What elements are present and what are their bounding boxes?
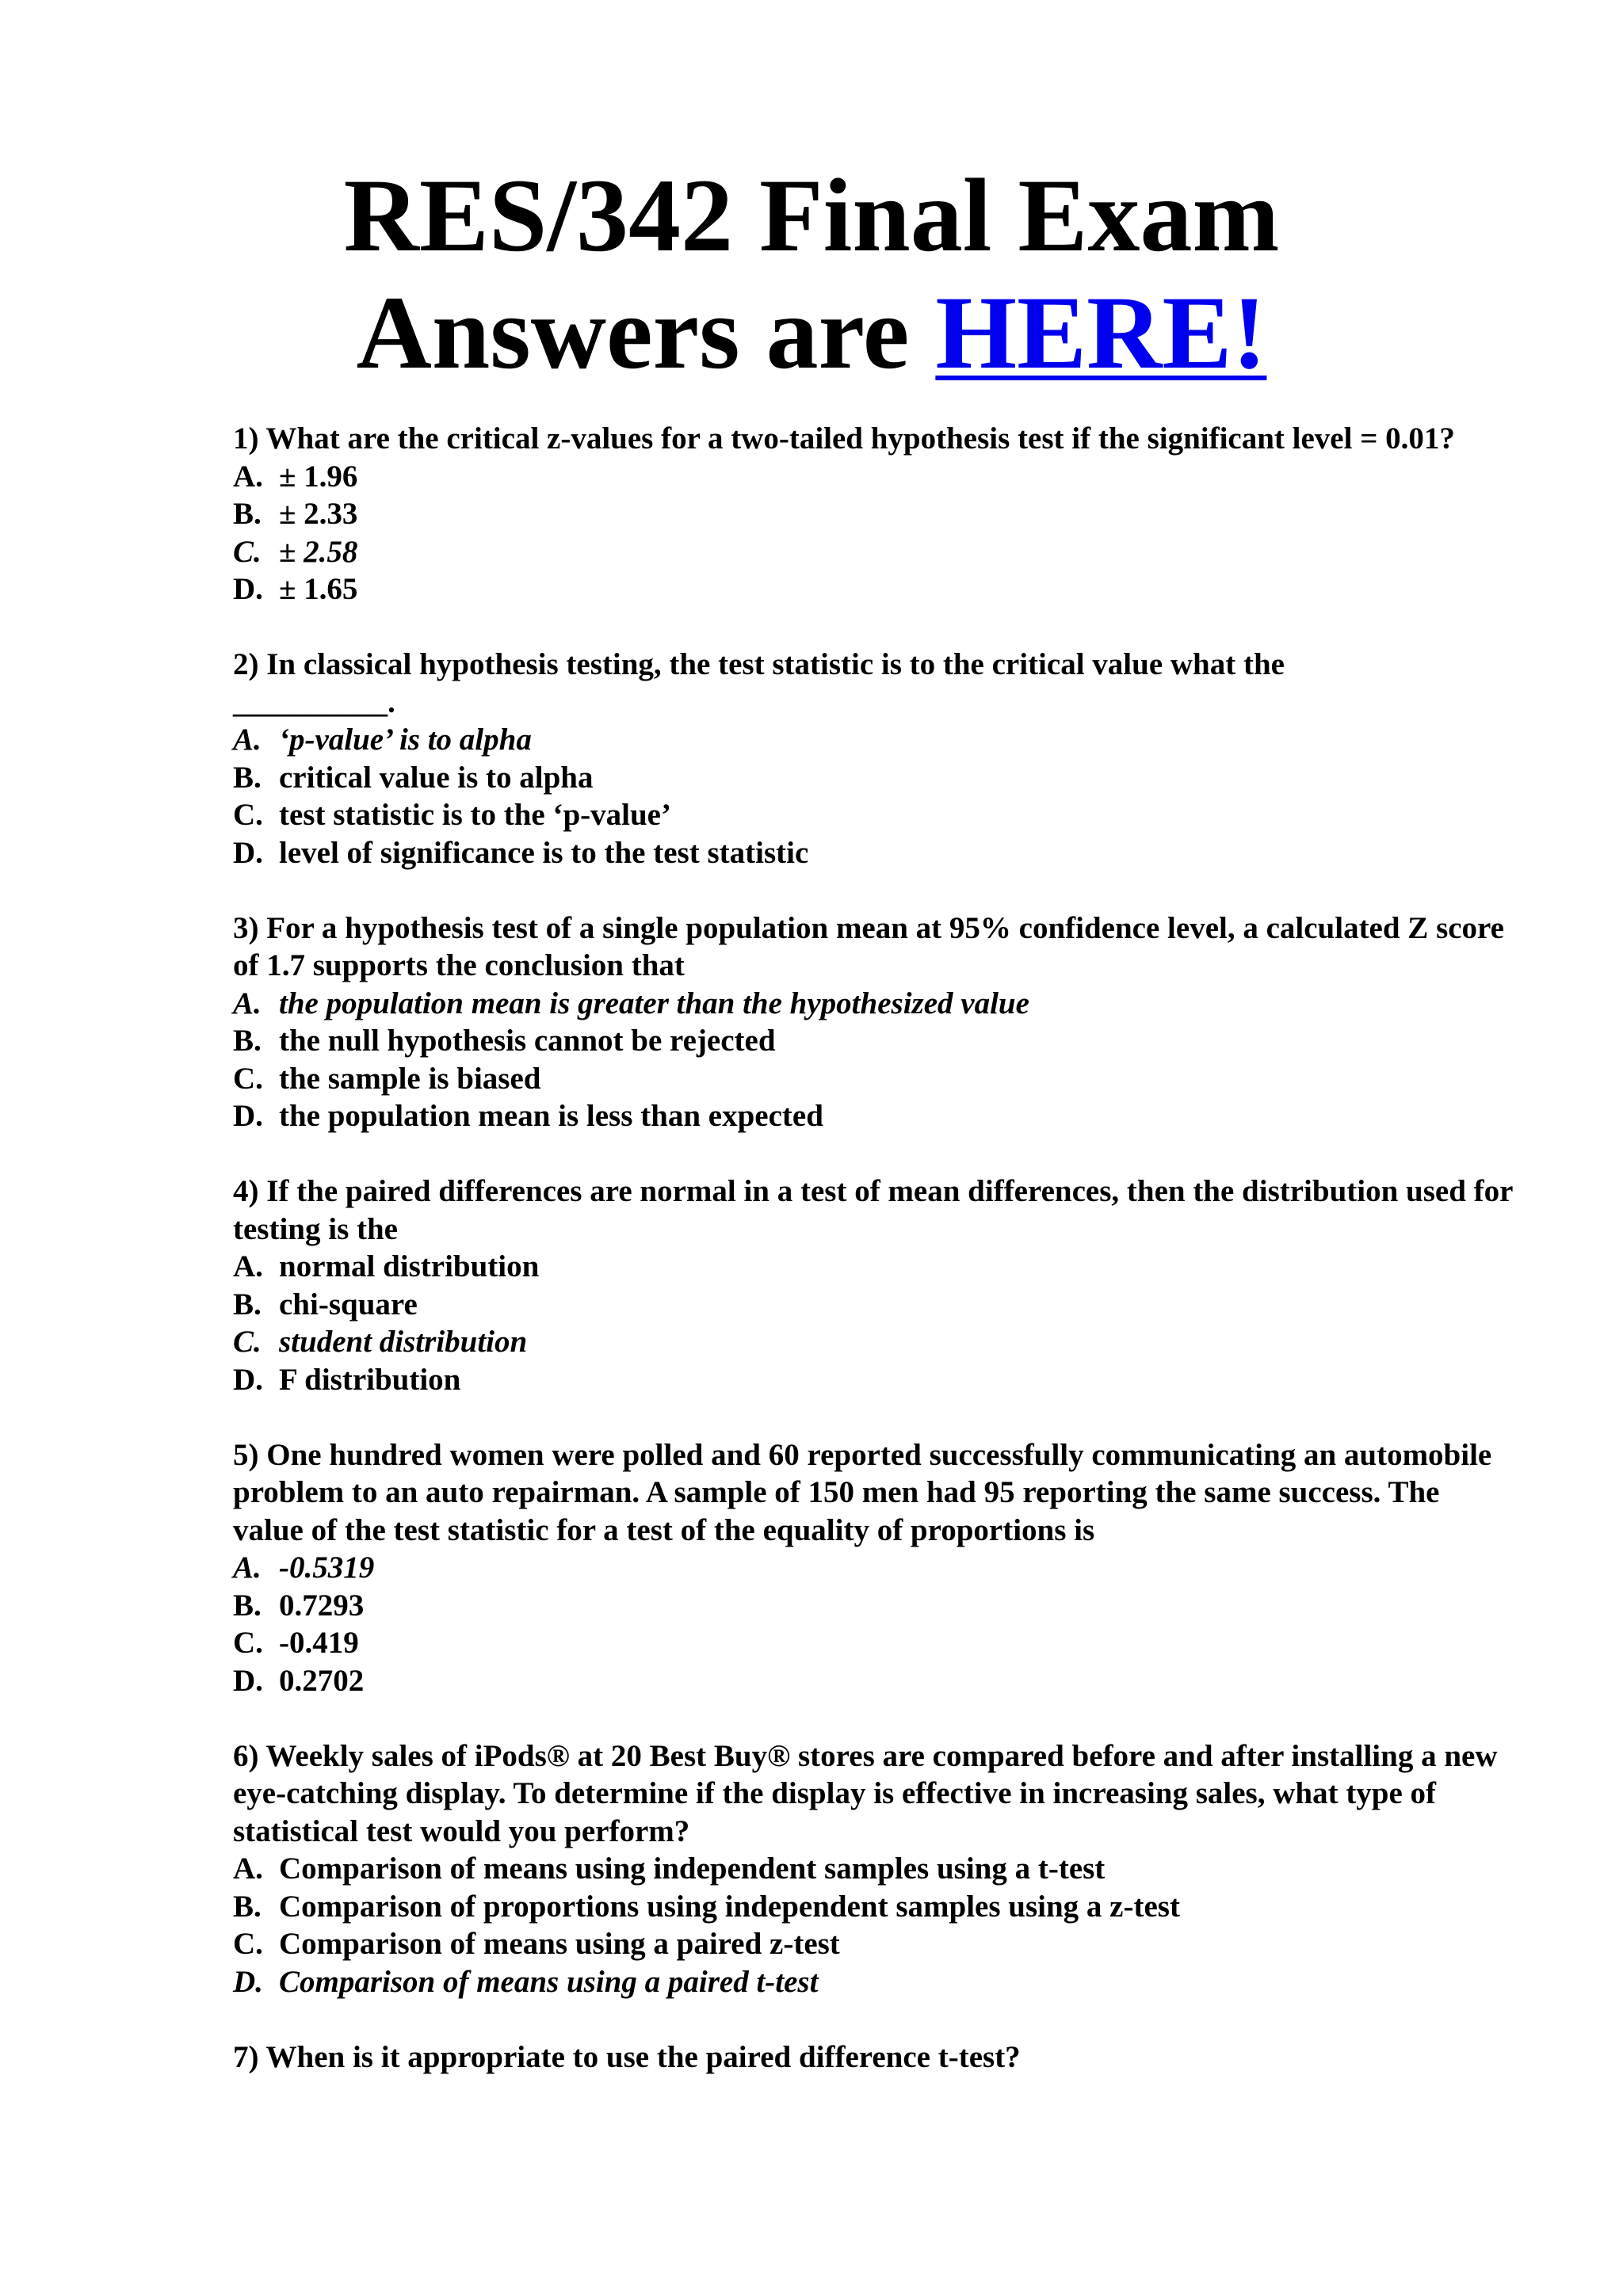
page-title-text: RES/342 Final Exam bbox=[343, 157, 1280, 273]
question-blank: __________. bbox=[233, 685, 395, 719]
answer-option-d bbox=[233, 834, 1517, 872]
page-title-line-1 bbox=[0, 152, 1623, 279]
question-5 bbox=[233, 1436, 1517, 1700]
answer-option-c bbox=[233, 1925, 1517, 1963]
page-title-line-2 bbox=[0, 269, 1623, 396]
option-letter: A. bbox=[233, 459, 263, 494]
question-text: 2) In classical hypothesis testing, the test statistic is to the critical value what the bbox=[233, 647, 1285, 681]
option-text: F distribution bbox=[279, 1362, 461, 1397]
answer-option-b bbox=[233, 759, 1517, 797]
option-letter: D. bbox=[233, 1099, 263, 1133]
option-letter: D. bbox=[233, 1663, 263, 1698]
answer-option-a bbox=[233, 1549, 1517, 1587]
question-7 bbox=[233, 2039, 1517, 2077]
option-letter: D. bbox=[233, 1362, 263, 1397]
option-text: level of significance is to the test statistic bbox=[279, 835, 809, 870]
option-text: ± 2.33 bbox=[279, 497, 358, 531]
option-text: -0.5319 bbox=[279, 1550, 375, 1585]
answer-option-b bbox=[233, 1022, 1517, 1060]
option-letter: B. bbox=[233, 1889, 262, 1924]
answer-option-d bbox=[233, 570, 1517, 608]
option-letter: A. bbox=[233, 1852, 263, 1886]
question-6 bbox=[233, 1737, 1517, 2001]
option-text: Comparison of means using a paired t-test bbox=[279, 1964, 819, 1999]
question-text: 1) What are the critical z-values for a two-tailed hypothesis test if the significant level = 0.01? bbox=[233, 421, 1455, 456]
option-letter: B. bbox=[233, 497, 262, 531]
question-text: 4) If the paired differences are normal in a test of mean differences, then the distribution used for testing is the bbox=[233, 1174, 1513, 1246]
question-1 bbox=[233, 420, 1517, 608]
option-text: Comparison of means using a paired z-test bbox=[279, 1927, 840, 1961]
option-text: ± 2.58 bbox=[279, 534, 358, 569]
answer-option-b bbox=[233, 1888, 1517, 1926]
option-text: student distribution bbox=[279, 1325, 528, 1359]
answer-option-c bbox=[233, 1060, 1517, 1098]
option-text: Comparison of proportions using independent samples using a z-test bbox=[279, 1889, 1180, 1924]
option-letter: B. bbox=[233, 760, 262, 795]
question-2 bbox=[233, 646, 1517, 871]
option-text: normal distribution bbox=[279, 1249, 540, 1283]
option-text: the null hypothesis cannot be rejected bbox=[279, 1024, 776, 1058]
option-text: the population mean is greater than the hypothesized value bbox=[279, 986, 1029, 1020]
answer-option-a bbox=[233, 458, 1517, 496]
option-letter: A. bbox=[233, 723, 262, 757]
answer-option-a bbox=[233, 1850, 1517, 1888]
answer-option-a bbox=[233, 985, 1517, 1023]
option-text: the population mean is less than expected bbox=[279, 1099, 823, 1133]
option-letter: B. bbox=[233, 1588, 262, 1623]
here-link[interactable]: HERE! bbox=[935, 274, 1267, 391]
option-text: -0.419 bbox=[279, 1626, 359, 1660]
answer-option-c bbox=[233, 1323, 1517, 1361]
question-text: 6) Weekly sales of iPods® at 20 Best Buy® stores are compared before and after installing a new eye-catching display. To determine if the display is effective in increasing sales, what type of statistical test would you perform? bbox=[233, 1738, 1498, 1848]
option-letter: B. bbox=[233, 1024, 262, 1058]
answer-option-d bbox=[233, 1662, 1517, 1700]
option-letter: C. bbox=[233, 1061, 263, 1096]
answer-option-c bbox=[233, 1624, 1517, 1662]
option-text: 0.7293 bbox=[279, 1588, 365, 1623]
option-letter: C. bbox=[233, 1626, 263, 1660]
answer-option-c bbox=[233, 796, 1517, 834]
answer-option-b bbox=[233, 1587, 1517, 1625]
option-letter: C. bbox=[233, 534, 262, 569]
option-letter: D. bbox=[233, 1964, 263, 1999]
option-text: ± 1.96 bbox=[279, 459, 358, 494]
option-text: chi-square bbox=[279, 1287, 418, 1322]
answer-option-b bbox=[233, 495, 1517, 533]
option-letter: C. bbox=[233, 798, 263, 832]
option-letter: C. bbox=[233, 1927, 263, 1961]
option-letter: A. bbox=[233, 1249, 263, 1283]
option-letter: C. bbox=[233, 1325, 262, 1359]
option-text: 0.2702 bbox=[279, 1663, 365, 1698]
question-list bbox=[233, 420, 1517, 2114]
answer-option-c bbox=[233, 533, 1517, 571]
option-text: the sample is biased bbox=[279, 1061, 541, 1096]
option-text: test statistic is to the ‘p-value’ bbox=[279, 798, 671, 832]
option-text: ± 1.65 bbox=[279, 572, 358, 606]
option-letter: A. bbox=[233, 986, 262, 1020]
option-text: ‘p-value’ is to alpha bbox=[279, 723, 532, 757]
option-letter: A. bbox=[233, 1550, 262, 1585]
option-letter: D. bbox=[233, 835, 263, 870]
page-title-prefix: Answers are bbox=[356, 274, 936, 391]
question-text: 7) When is it appropriate to use the paired difference t-test? bbox=[233, 2039, 1021, 2074]
question-text: 3) For a hypothesis test of a single population mean at 95% confidence level, a calculated Z score of 1.7 supports the conclusion that bbox=[233, 910, 1504, 982]
answer-option-d bbox=[233, 1097, 1517, 1135]
option-text: critical value is to alpha bbox=[279, 760, 594, 795]
question-text: 5) One hundred women were polled and 60 reported successfully communicating an automobile problem to an auto repairman. A sample of 150 men had 95 reporting the same success. The value of the test statistic for a test of the equality of proportions is bbox=[233, 1437, 1492, 1547]
option-letter: B. bbox=[233, 1287, 262, 1322]
answer-option-a bbox=[233, 1248, 1517, 1286]
option-text: Comparison of means using independent samples using a t-test bbox=[279, 1852, 1106, 1886]
option-letter: D. bbox=[233, 572, 263, 606]
answer-option-a bbox=[233, 721, 1517, 759]
answer-option-d bbox=[233, 1361, 1517, 1399]
answer-option-b bbox=[233, 1286, 1517, 1324]
question-3 bbox=[233, 910, 1517, 1135]
question-4 bbox=[233, 1173, 1517, 1398]
answer-option-d bbox=[233, 1963, 1517, 2001]
